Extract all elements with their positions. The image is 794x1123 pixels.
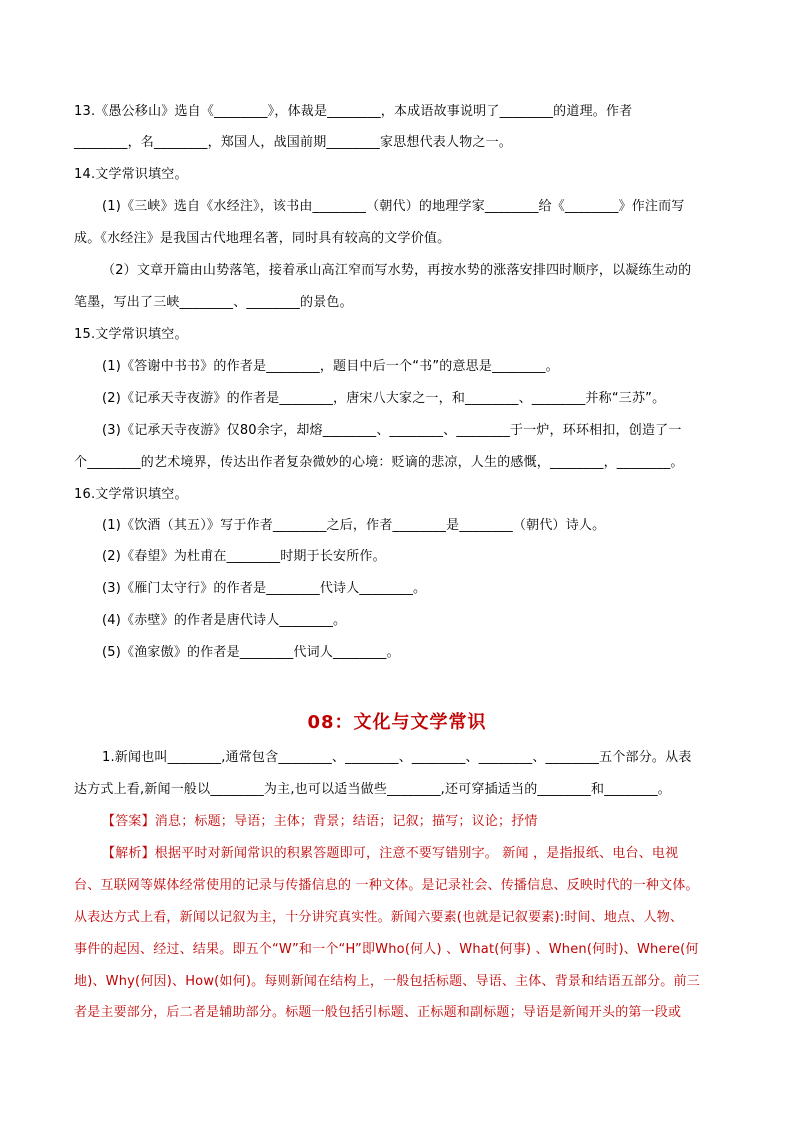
analysis-line-2: 台、互联网等媒体经常使用的记录与传播信息的 一种文体。是记录社会、传播信息、反映时代的一种文体。 [74,878,699,893]
q14-part1-line-2: 成。《水经注》是我国古代地理名著，同时具有较高的文学价值。 [74,231,451,246]
analysis-line-3: 从表达方式上看，新闻以记叙为主，十分讲究真实性。新闻六要素(也就是记叙要素):时间、地点、人物、 [74,910,684,925]
q14-part2-line-2: 笔墨，写出了三峡________、________的景色。 [74,295,353,310]
q16-part5: (5)《渔家傲》的作者是________代词人________。 [102,645,400,660]
q1-line-2: 达方式上看,新闻一般以________为主,也可以适当做些________,还可穿插适当的________和________。 [74,782,671,797]
q16-part1: (1)《饮酒（其五）》写于作者________之后，作者________是________（朝代）诗人。 [102,518,606,533]
q14-heading: 14.文学常识填空。 [74,167,188,182]
analysis-line-4: 事件的起因、经过、结果。即五个“W”和一个“H”即Who(何人) 、What(何事) 、When(何时)、Where(何 [74,942,699,957]
q14-part1-line-1: (1)《三峡》选自《水经注》，该书由________（朝代）的地理学家________给《________》作注而写 [102,199,685,214]
section-title: 08：文化与文学常识 [307,712,487,733]
q15-heading: 15.文学常识填空。 [74,327,188,342]
q15-part2: (2)《记承天寺夜游》的作者是________，唐宋八大家之一，和________、________并称“三苏”。 [102,391,666,406]
q1-line-1: 1.新闻也叫________,通常包含________、________、________、________、________五个部分。从表 [102,750,692,765]
analysis-line-1: 【解析】根据平时对新闻常识的积累答题即可，注意不要写错别字。 新闻 ，是指报纸、电台、电视 [102,846,679,861]
q16-heading: 16.文学常识填空。 [74,487,188,502]
analysis-line-6: 者是主要部分，后二者是辅助部分。标题一般包括引标题、正标题和副标题；导语是新闻开头的第一段或 [74,1005,682,1020]
q16-part4: (4)《赤壁》的作者是唐代诗人________。 [102,613,347,628]
q15-part3-line-2: 个________的艺术境界，传达出作者复杂微妙的心境：贬谪的悲凉，人生的感慨，________，________。 [74,455,684,470]
q15-part3-line-1: (3)《记承天寺夜游》仅80余字，却熔________、________、________于一炉，环环相扣，创造了一 [102,423,682,438]
q13-line-1: 13.《愚公移山》选自《________》，体裁是________，本成语故事说明了________的道理。作者 [74,104,633,119]
q16-part3: (3)《雁门太守行》的作者是________代诗人________。 [102,581,427,596]
analysis-line-5: 地)、Why(何因)、How(如何)。每则新闻在结构上，一般包括标题、导语、主体、背景和结语五部分。前三 [74,974,700,989]
q14-part2-line-1: （2）文章开篇由山势落笔，接着承山高江窄而写水势，再按水势的涨落安排四时顺序，以凝练生动的 [102,263,692,278]
answer-line: 【答案】消息；标题；导语；主体；背景；结语；记叙；描写；议论；抒情 [102,814,538,829]
q13-line-2: ________，名________，郑国人，战国前期________家思想代表人物之一。 [74,135,513,150]
q16-part2: (2)《春望》为杜甫在________时期于长安所作。 [102,549,386,564]
q15-part1: (1)《答谢中书书》的作者是________，题目中后一个“书”的意思是________。 [102,359,559,374]
